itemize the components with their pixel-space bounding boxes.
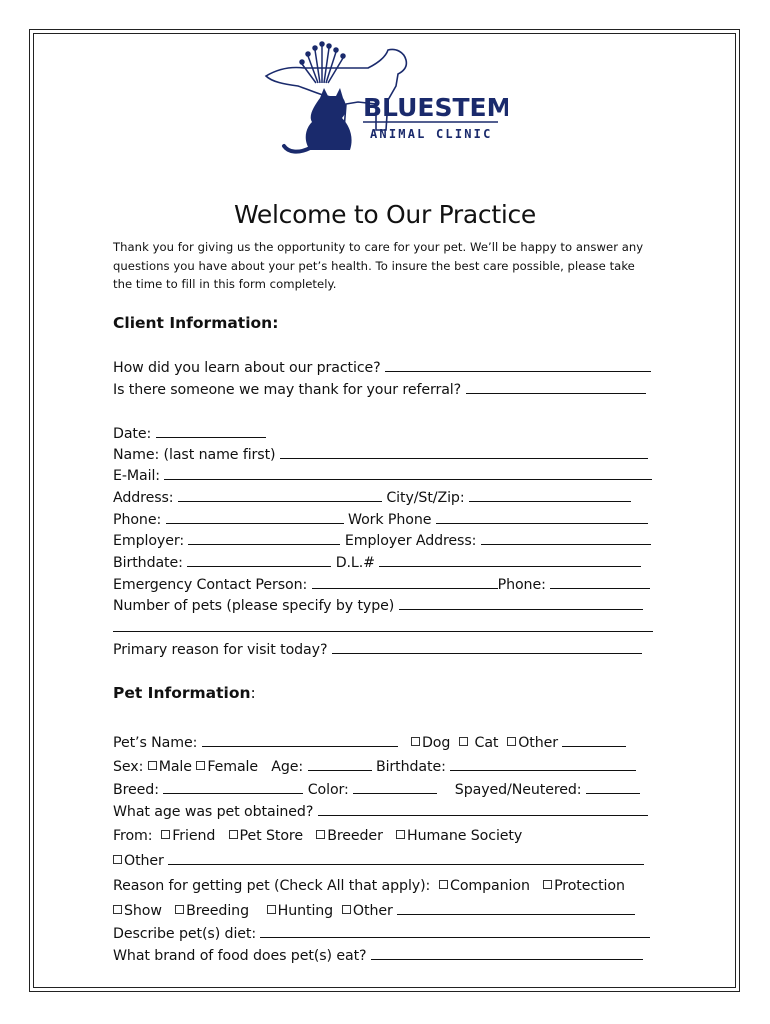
employer-address-field[interactable] <box>481 531 651 545</box>
male-checkbox[interactable] <box>148 761 157 770</box>
breed-field[interactable] <box>163 780 303 794</box>
date-label: Date: <box>113 426 152 442</box>
spayed-label: Spayed/Neutered: <box>454 782 582 798</box>
food-brand-label: What brand of food does pet(s) eat? <box>113 948 367 964</box>
companion-label: Companion <box>450 878 530 894</box>
breeder-checkbox[interactable] <box>316 830 325 839</box>
birthdate-row <box>113 553 668 573</box>
from-label: From: <box>113 828 153 844</box>
from-other-row <box>113 851 668 871</box>
pet-name-field[interactable] <box>202 733 398 747</box>
referral-field[interactable] <box>466 380 646 394</box>
breeder-label: Breeder <box>327 828 383 844</box>
reason-other-label: Other <box>352 903 393 919</box>
pet-store-checkbox[interactable] <box>229 830 238 839</box>
city-label: City/St/Zip: <box>386 490 465 506</box>
email-field[interactable] <box>164 466 652 480</box>
humane-society-label: Humane Society <box>407 828 523 844</box>
reason-other-checkbox[interactable] <box>342 905 351 914</box>
num-pets-continuation-field[interactable] <box>113 618 653 632</box>
show-label: Show <box>124 903 162 919</box>
logo-subtitle: ANIMAL CLINIC <box>370 127 493 141</box>
age-label: Age: <box>271 759 304 775</box>
age-obtained-row <box>113 802 668 822</box>
show-checkbox[interactable] <box>113 905 122 914</box>
logo-name: BLUESTEM <box>363 93 508 122</box>
female-label: Female <box>207 759 259 775</box>
pet-name-row <box>113 733 668 753</box>
learn-label: How did you learn about our practice? <box>113 360 381 376</box>
address-label: Address: <box>113 490 174 506</box>
referral-row <box>113 380 668 400</box>
client-section-title: Client Information <box>113 314 273 332</box>
name-row <box>113 445 668 465</box>
name-field[interactable] <box>280 445 648 459</box>
date-field[interactable] <box>156 424 266 438</box>
emergency-row <box>113 575 668 595</box>
pet-section-heading: Pet Information: <box>113 684 256 702</box>
food-brand-row <box>113 946 668 966</box>
phone-label: Phone: <box>113 512 162 528</box>
work-phone-label: Work Phone <box>347 512 432 528</box>
visit-reason-field[interactable] <box>332 640 642 654</box>
from-other-field[interactable] <box>168 851 644 865</box>
breed-label: Breed: <box>113 782 159 798</box>
emergency-field[interactable] <box>312 575 498 589</box>
breeding-label: Breeding <box>186 903 249 919</box>
phone-row <box>113 510 668 530</box>
address-row <box>113 488 668 508</box>
pet-birthdate-field[interactable] <box>450 757 636 771</box>
num-pets-continuation-row <box>113 618 668 638</box>
birthdate-field[interactable] <box>187 553 331 567</box>
from-row <box>113 826 668 846</box>
sex-row <box>113 757 668 777</box>
client-section-heading: Client Information: <box>113 314 279 332</box>
humane-society-checkbox[interactable] <box>396 830 405 839</box>
visit-reason-row <box>113 640 668 660</box>
age-field[interactable] <box>308 757 372 771</box>
num-pets-row <box>113 596 668 616</box>
protection-label: Protection <box>554 878 625 894</box>
cat-checkbox[interactable] <box>459 737 468 746</box>
referral-label: Is there someone we may thank for your referral? <box>113 382 462 398</box>
dl-field[interactable] <box>379 553 641 567</box>
breeding-checkbox[interactable] <box>175 905 184 914</box>
species-other-label: Other <box>518 735 559 751</box>
species-other-checkbox[interactable] <box>507 737 516 746</box>
work-phone-field[interactable] <box>436 510 648 524</box>
emergency-phone-field[interactable] <box>550 575 650 589</box>
phone-field[interactable] <box>166 510 344 524</box>
age-obtained-field[interactable] <box>318 802 648 816</box>
pet-section-title: Pet Information <box>113 684 251 702</box>
visit-reason-label: Primary reason for visit today? <box>113 642 328 658</box>
sex-label: Sex: <box>113 759 144 775</box>
pet-store-label: Pet Store <box>239 828 303 844</box>
reason-other-field[interactable] <box>397 901 635 915</box>
friend-checkbox[interactable] <box>161 830 170 839</box>
hunting-label: Hunting <box>277 903 334 919</box>
reason-getting-label: Reason for getting pet (Check All that apply): <box>113 878 431 894</box>
from-other-label: Other <box>124 853 164 869</box>
email-row <box>113 466 668 486</box>
intro-line: Thank you for giving us the opportunity to care for your pet. We’ll be happy to answer any <box>113 240 644 254</box>
emergency-phone-label: Phone: <box>497 577 546 593</box>
friend-label: Friend <box>172 828 216 844</box>
intro-paragraph <box>113 238 673 294</box>
pet-birthdate-label: Birthdate: <box>375 759 446 775</box>
reason-options-row <box>113 901 668 921</box>
clinic-logo <box>258 38 508 163</box>
email-label: E-Mail: <box>113 468 160 484</box>
date-row <box>113 424 668 444</box>
breed-row <box>113 780 668 800</box>
companion-checkbox[interactable] <box>439 880 448 889</box>
employer-address-label: Employer Address: <box>344 533 477 549</box>
employer-label: Employer: <box>113 533 185 549</box>
age-obtained-label: What age was pet obtained? <box>113 804 314 820</box>
dog-checkbox[interactable] <box>411 737 420 746</box>
learn-row <box>113 358 668 378</box>
diet-label: Describe pet(s) diet: <box>113 926 257 942</box>
emergency-label: Emergency Contact Person: <box>113 577 308 593</box>
male-label: Male <box>158 759 192 775</box>
employer-field[interactable] <box>188 531 340 545</box>
num-pets-label: Number of pets (please specify by type) <box>113 598 395 614</box>
color-field[interactable] <box>353 780 437 794</box>
employer-row <box>113 531 668 551</box>
name-label: Name: (last name first) <box>113 447 276 463</box>
reason-getting-row <box>113 876 668 896</box>
dl-label: D.L.# <box>335 555 375 571</box>
from-other-checkbox[interactable] <box>113 855 122 864</box>
cat-label: Cat <box>474 735 499 751</box>
diet-row <box>113 924 668 944</box>
protection-checkbox[interactable] <box>543 880 552 889</box>
intro-line: questions you have about your pet’s health. To insure the best care possible, please take <box>113 258 635 273</box>
learn-field[interactable] <box>385 358 651 372</box>
address-field[interactable] <box>178 488 382 502</box>
page-title: Welcome to Our Practice <box>233 200 537 229</box>
birthdate-label: Birthdate: <box>113 555 183 571</box>
diet-field[interactable] <box>260 924 650 938</box>
num-pets-field[interactable] <box>399 596 643 610</box>
food-brand-field[interactable] <box>371 946 643 960</box>
intro-line: the time to fill in this form completely. <box>113 277 337 291</box>
dog-label: Dog <box>421 735 451 751</box>
color-label: Color: <box>307 782 349 798</box>
species-other-field[interactable] <box>562 733 626 747</box>
female-checkbox[interactable] <box>196 761 205 770</box>
pet-name-label: Pet’s Name: <box>113 735 198 751</box>
spayed-field[interactable] <box>586 780 640 794</box>
hunting-checkbox[interactable] <box>267 905 276 914</box>
city-field[interactable] <box>469 488 631 502</box>
